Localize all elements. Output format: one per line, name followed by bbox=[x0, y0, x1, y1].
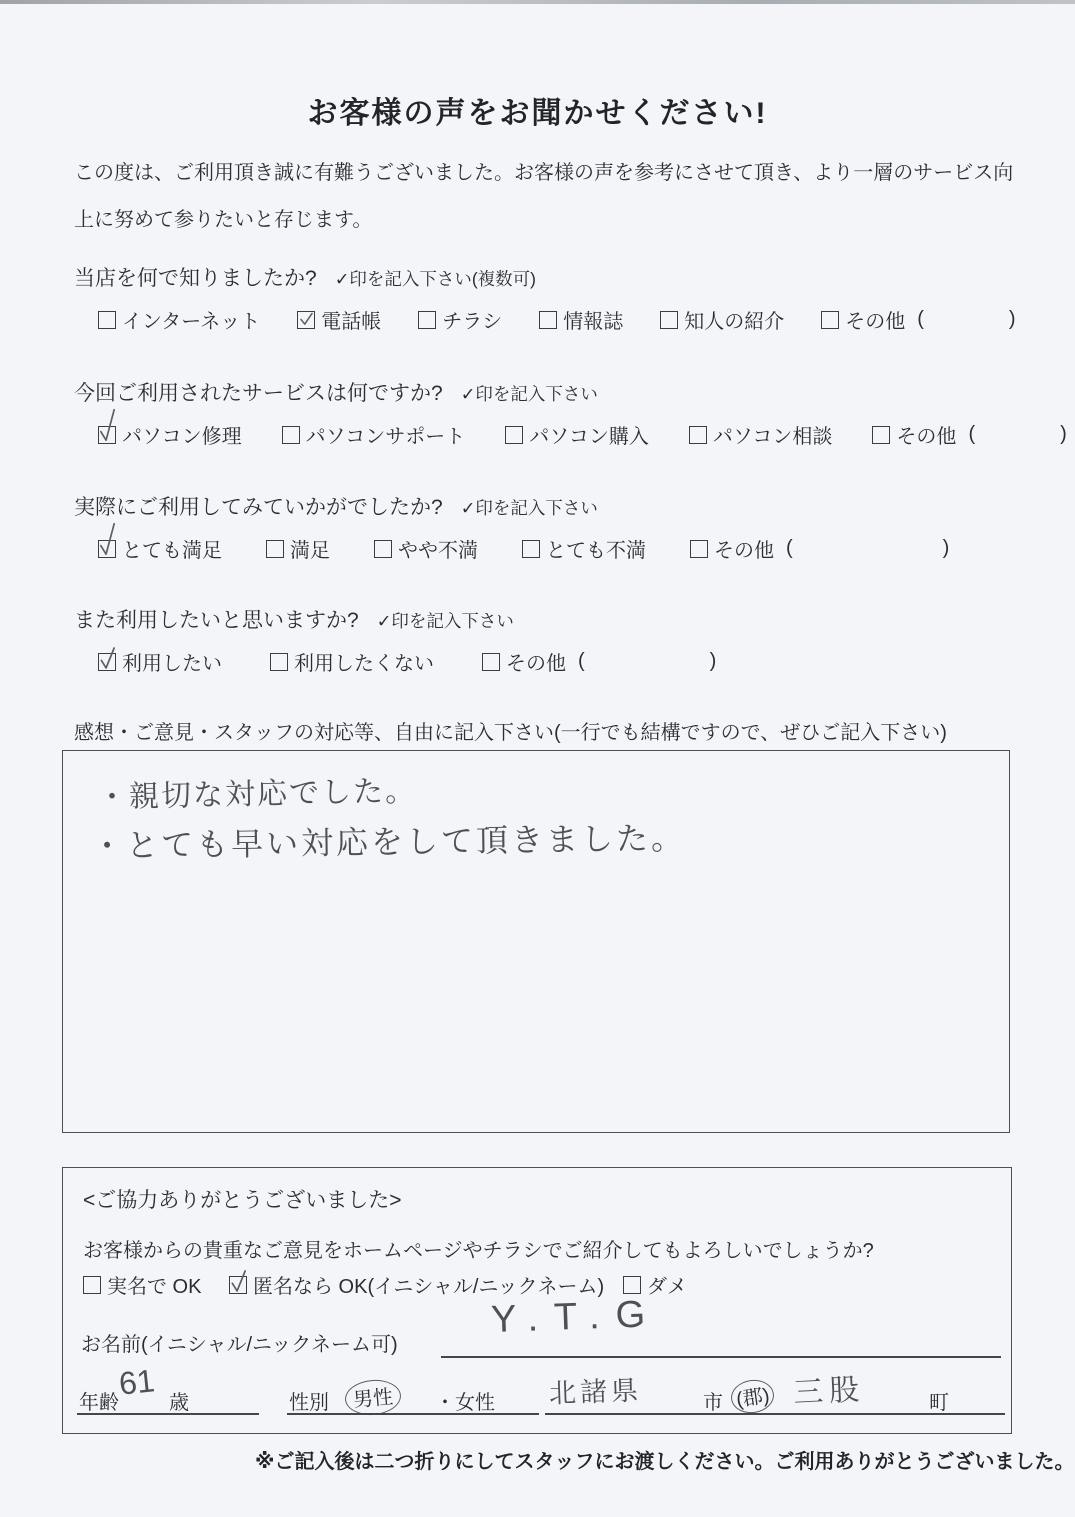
check-icon bbox=[298, 310, 315, 328]
paren-close: ) bbox=[1008, 308, 1016, 330]
option-flyer bbox=[418, 305, 502, 334]
checkbox-anonymous-ok[interactable] bbox=[229, 1276, 247, 1294]
option-pc-support bbox=[282, 420, 466, 449]
option-want-to-use-again bbox=[98, 647, 222, 676]
question-satisfaction bbox=[74, 491, 1025, 563]
paren-open: ( bbox=[968, 423, 976, 445]
question-label bbox=[74, 377, 1025, 407]
checkbox-referral[interactable] bbox=[660, 311, 678, 329]
location-field-line[interactable] bbox=[545, 1413, 1005, 1415]
gun-label: (郡) bbox=[734, 1384, 771, 1412]
thanks-text: <ご協力ありがとうございました> bbox=[83, 1189, 402, 1212]
intro-text: この度は、ご利用頂き誠に有難うございました。お客様の声を参考にさせて頂き、より一層のサービス向上に努めて参りたいと存じます。 bbox=[74, 162, 1014, 231]
scan-edge-artifact bbox=[0, 0, 1075, 4]
paren-open: ( bbox=[917, 308, 924, 330]
write-in-blank[interactable] bbox=[793, 548, 943, 549]
option-very-dissatisfied bbox=[522, 534, 646, 563]
option-referral bbox=[660, 305, 784, 334]
question-label bbox=[74, 604, 1025, 634]
gender-female-option[interactable]: 女性 bbox=[455, 1392, 495, 1414]
question-hint: ✓印を記入下さい bbox=[460, 384, 598, 404]
option-label: パソコン相談 bbox=[712, 426, 833, 448]
age-label: 年齢 bbox=[79, 1392, 119, 1414]
option-other bbox=[872, 420, 1066, 449]
option-label: ダメ bbox=[647, 1276, 687, 1298]
write-in-blank[interactable] bbox=[585, 661, 710, 662]
option-satisfied bbox=[266, 534, 330, 563]
question-label bbox=[74, 262, 1025, 292]
paren-close: ) bbox=[709, 650, 717, 672]
paren-close: ) bbox=[1060, 423, 1067, 445]
option-label: その他 bbox=[845, 311, 906, 333]
checkbox-flyer[interactable] bbox=[418, 311, 436, 329]
checkbox-very-satisfied[interactable] bbox=[98, 540, 116, 558]
checkbox-phonebook[interactable] bbox=[297, 311, 315, 329]
gender-field-line bbox=[287, 1413, 539, 1415]
question-how-did-you-hear bbox=[74, 262, 1025, 334]
page-title: お客様の声をお聞かせください! bbox=[307, 97, 768, 130]
option-pc-consult bbox=[689, 420, 833, 449]
options-row bbox=[98, 534, 1025, 563]
hand-circle-annotation bbox=[729, 1377, 776, 1416]
question-label bbox=[74, 491, 1025, 521]
options-row bbox=[98, 305, 1025, 334]
option-real-name-ok bbox=[83, 1270, 201, 1299]
option-label: チラシ bbox=[442, 311, 503, 333]
handwritten-district: 北諸県 bbox=[548, 1375, 643, 1409]
gun-option bbox=[731, 1380, 774, 1413]
checkbox-other-3[interactable] bbox=[690, 540, 708, 558]
option-label: 知人の紹介 bbox=[684, 311, 785, 333]
checkbox-magazine[interactable] bbox=[539, 311, 557, 329]
gender-male-option[interactable] bbox=[345, 1380, 401, 1415]
write-in-blank[interactable] bbox=[924, 319, 1009, 320]
checkbox-no[interactable] bbox=[623, 1276, 641, 1294]
write-in-blank[interactable] bbox=[975, 434, 1060, 435]
option-label: やや不満 bbox=[398, 540, 478, 562]
option-pc-repair bbox=[98, 420, 242, 449]
paren-open: ( bbox=[578, 650, 585, 672]
question-use-again bbox=[74, 604, 1025, 676]
question-hint: ✓印を記入下さい bbox=[376, 611, 514, 631]
check-icon bbox=[229, 1267, 248, 1294]
options-row bbox=[98, 647, 1025, 676]
option-label: 匿名なら OK(イニシャル/ニックネーム) bbox=[253, 1276, 605, 1298]
option-label: その他 bbox=[714, 540, 774, 562]
option-dont-want-to-use bbox=[270, 647, 434, 676]
checkbox-other-2[interactable] bbox=[872, 426, 890, 444]
age-unit-label: 歳 bbox=[169, 1392, 189, 1414]
handwritten-age: 61 bbox=[117, 1362, 157, 1402]
gender-label: 性別 bbox=[289, 1392, 329, 1414]
handwritten-name-initials: Y.T.G bbox=[490, 1293, 662, 1341]
name-field-label: お名前(イニシャル/ニックネーム可) bbox=[81, 1334, 398, 1356]
question-service-used bbox=[74, 377, 1067, 449]
gender-separator: ・ bbox=[435, 1392, 455, 1414]
option-label: 利用したい bbox=[122, 653, 222, 675]
footer-box bbox=[62, 1167, 1012, 1434]
option-label: 満足 bbox=[290, 540, 330, 562]
checkbox-very-dissatisfied[interactable] bbox=[522, 540, 540, 558]
check-icon bbox=[97, 520, 118, 558]
name-field-line[interactable] bbox=[441, 1356, 1001, 1358]
option-pc-purchase bbox=[505, 420, 649, 449]
checkbox-internet[interactable] bbox=[98, 311, 116, 329]
option-other bbox=[690, 534, 949, 563]
option-internet bbox=[98, 305, 260, 334]
option-label: パソコンサポート bbox=[305, 426, 466, 448]
comments-box[interactable] bbox=[62, 750, 1010, 1133]
options-row bbox=[98, 420, 1067, 449]
option-label: 実名で OK bbox=[107, 1276, 202, 1298]
hand-circle-annotation bbox=[344, 1378, 403, 1418]
checkbox-other-1[interactable] bbox=[821, 311, 839, 329]
handwritten-town: 三股 bbox=[792, 1373, 866, 1410]
handwritten-comment-line-2: ・とても早い対応をして頂きました。 bbox=[90, 819, 687, 865]
option-label: とても不満 bbox=[546, 540, 646, 562]
option-label: インターネット bbox=[122, 311, 261, 333]
option-label: 利用したくない bbox=[294, 653, 434, 675]
paren-close: ) bbox=[942, 537, 950, 559]
option-label: その他 bbox=[896, 426, 957, 448]
option-slightly-dissatisfied bbox=[374, 534, 478, 563]
comments-label: 感想・ご意見・スタッフの対応等、自由に記入下さい(一行でも結構ですので、ぜひご記入下さい) bbox=[74, 722, 947, 744]
gender-male-label: 男性 bbox=[352, 1386, 395, 1412]
checkbox-slightly-dissatisfied[interactable] bbox=[374, 540, 392, 558]
option-magazine bbox=[539, 305, 623, 334]
option-very-satisfied bbox=[98, 534, 222, 563]
bottom-note: ※ご記入後は二つ折りにしてスタッフにお渡しください。ご利用ありがとうございました。 bbox=[255, 1451, 1075, 1473]
option-other bbox=[482, 647, 716, 676]
publish-permission-question: お客様からの貴重なご意見をホームページやチラシでご紹介してもよろしいでしょうか? bbox=[83, 1240, 874, 1262]
check-icon bbox=[97, 406, 118, 444]
age-field-line[interactable] bbox=[77, 1413, 259, 1415]
check-icon bbox=[98, 644, 117, 671]
option-label: 電話帳 bbox=[321, 311, 382, 333]
option-phonebook bbox=[297, 305, 381, 334]
checkbox-pc-support[interactable] bbox=[282, 426, 300, 444]
question-hint: ✓印を記入下さい bbox=[460, 498, 598, 518]
question-text: 実際にご利用してみていかがでしたか? bbox=[74, 496, 443, 519]
option-label: パソコン修理 bbox=[122, 426, 242, 448]
option-other bbox=[821, 305, 1015, 334]
question-text: また利用したいと思いますか? bbox=[74, 609, 359, 632]
option-anonymous-ok bbox=[229, 1270, 604, 1299]
checkbox-dont-want-to-use[interactable] bbox=[270, 653, 288, 671]
option-label: 情報誌 bbox=[563, 311, 624, 333]
checkbox-pc-repair[interactable] bbox=[98, 426, 116, 444]
option-label: パソコン購入 bbox=[529, 426, 649, 448]
checkbox-pc-purchase[interactable] bbox=[505, 426, 523, 444]
city-label: 市 bbox=[703, 1392, 723, 1414]
checkbox-satisfied[interactable] bbox=[266, 540, 284, 558]
checkbox-pc-consult[interactable] bbox=[689, 426, 707, 444]
question-hint: ✓印を記入下さい(複数可) bbox=[334, 269, 537, 289]
option-label: とても満足 bbox=[122, 540, 222, 562]
paren-open: ( bbox=[786, 537, 793, 559]
question-text: 当店を何で知りましたか? bbox=[74, 267, 317, 290]
question-text: 今回ご利用されたサービスは何ですか? bbox=[74, 382, 443, 405]
checkbox-want-to-use-again[interactable] bbox=[98, 653, 116, 671]
town-label: 町 bbox=[929, 1392, 949, 1414]
handwritten-comment-line-1: ・親切な対応でした。 bbox=[96, 774, 418, 815]
checkbox-other-4[interactable] bbox=[482, 653, 500, 671]
option-label: その他 bbox=[506, 653, 566, 675]
checkbox-real-name-ok[interactable] bbox=[83, 1276, 101, 1294]
